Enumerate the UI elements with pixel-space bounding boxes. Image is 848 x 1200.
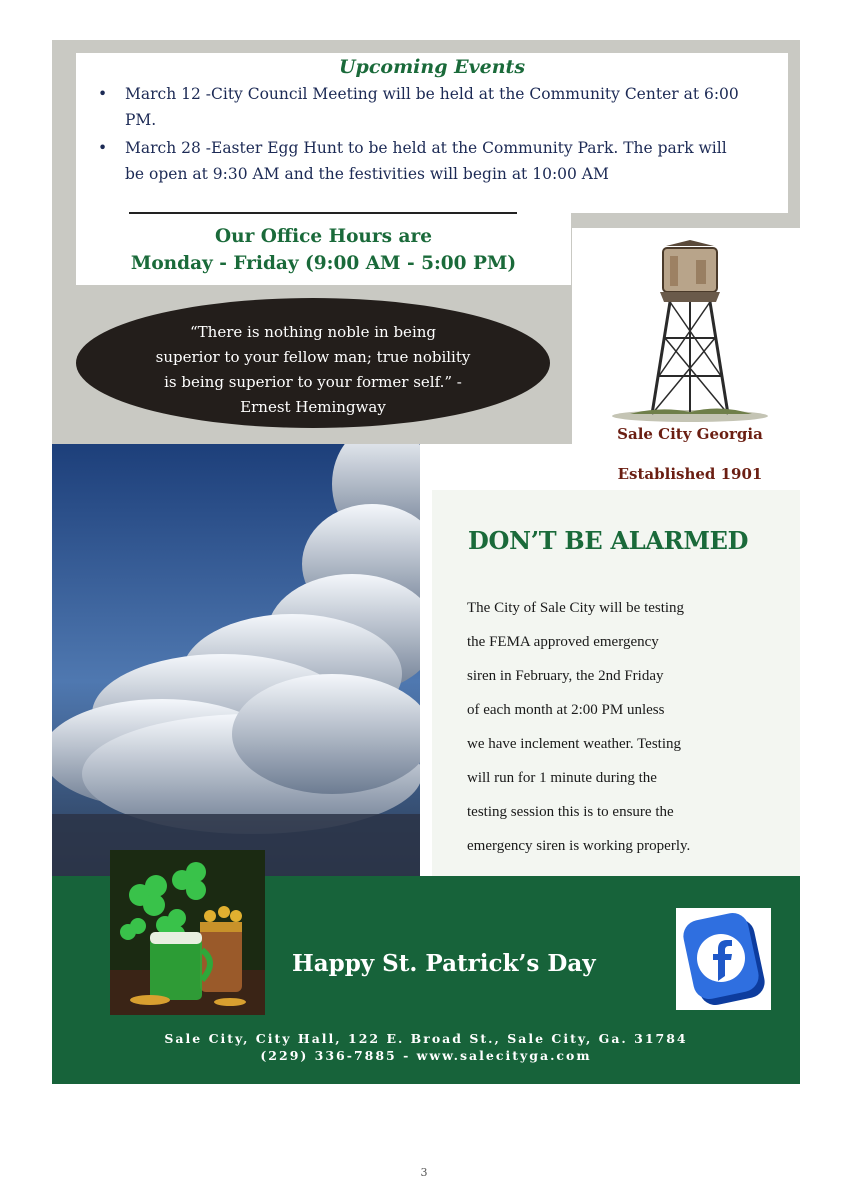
office-hours-heading: Our Office Hours are (215, 226, 432, 247)
event-item-2 (98, 135, 768, 187)
quote-author: Ernest Hemingway (240, 398, 386, 416)
divider (129, 212, 517, 214)
quote-line: superior to your fellow man; true nobility (155, 348, 471, 366)
bullet: • (98, 85, 108, 103)
office-hours-box (76, 213, 571, 285)
quote (120, 320, 506, 420)
st-patricks-greeting: Happy St. Patrick’s Day (292, 950, 596, 977)
address-line: Sale City, City Hall, 122 E. Broad St., Sale City, Ga. 31784 (164, 1031, 688, 1046)
shamrock-beer-image (110, 850, 265, 1015)
alarm-line: The City of Sale City will be testing (467, 600, 685, 616)
alarm-line: will run for 1 minute during the (467, 770, 657, 786)
storm-cloud-image (52, 444, 420, 876)
bullet: • (98, 139, 108, 157)
alarm-line: siren in February, the 2nd Friday (467, 668, 664, 684)
office-hours-days: Monday - Friday (9:00 AM - 5:00 PM) (130, 253, 517, 274)
event-line: be open at 9:30 AM and the festivities will begin at 10:00 AM (125, 165, 609, 183)
contact-line: (229) 336-7885 - www.salecityga.com (260, 1048, 592, 1063)
event-item-1 (98, 81, 768, 133)
water-tower-icon (600, 238, 780, 424)
events-title: Upcoming Events (338, 56, 526, 78)
alarm-title: DON’T BE ALARMED (468, 526, 749, 555)
alarm-line: we have inclement weather. Testing (467, 736, 682, 752)
alarm-line: the FEMA approved emergency (467, 634, 659, 650)
page-number: 3 (420, 1166, 428, 1179)
facebook-icon[interactable] (680, 910, 768, 1008)
logo-established: Established 1901 (617, 465, 763, 483)
event-line: March 28 -Easter Egg Hunt to be held at the Community Park. The park will (125, 139, 727, 157)
quote-line: is being superior to your former self.” - (164, 373, 462, 391)
alarm-line: emergency siren is working properly. (467, 838, 691, 854)
alarm-line: of each month at 2:00 PM unless (467, 702, 665, 718)
alarm-line: testing session this is to ensure the (467, 804, 674, 820)
event-line: PM. (125, 111, 157, 129)
event-line: March 12 -City Council Meeting will be held at the Community Center at 6:00 (125, 85, 739, 103)
logo-name: Sale City Georgia (617, 425, 763, 443)
quote-line: “There is nothing noble in being (190, 323, 436, 341)
